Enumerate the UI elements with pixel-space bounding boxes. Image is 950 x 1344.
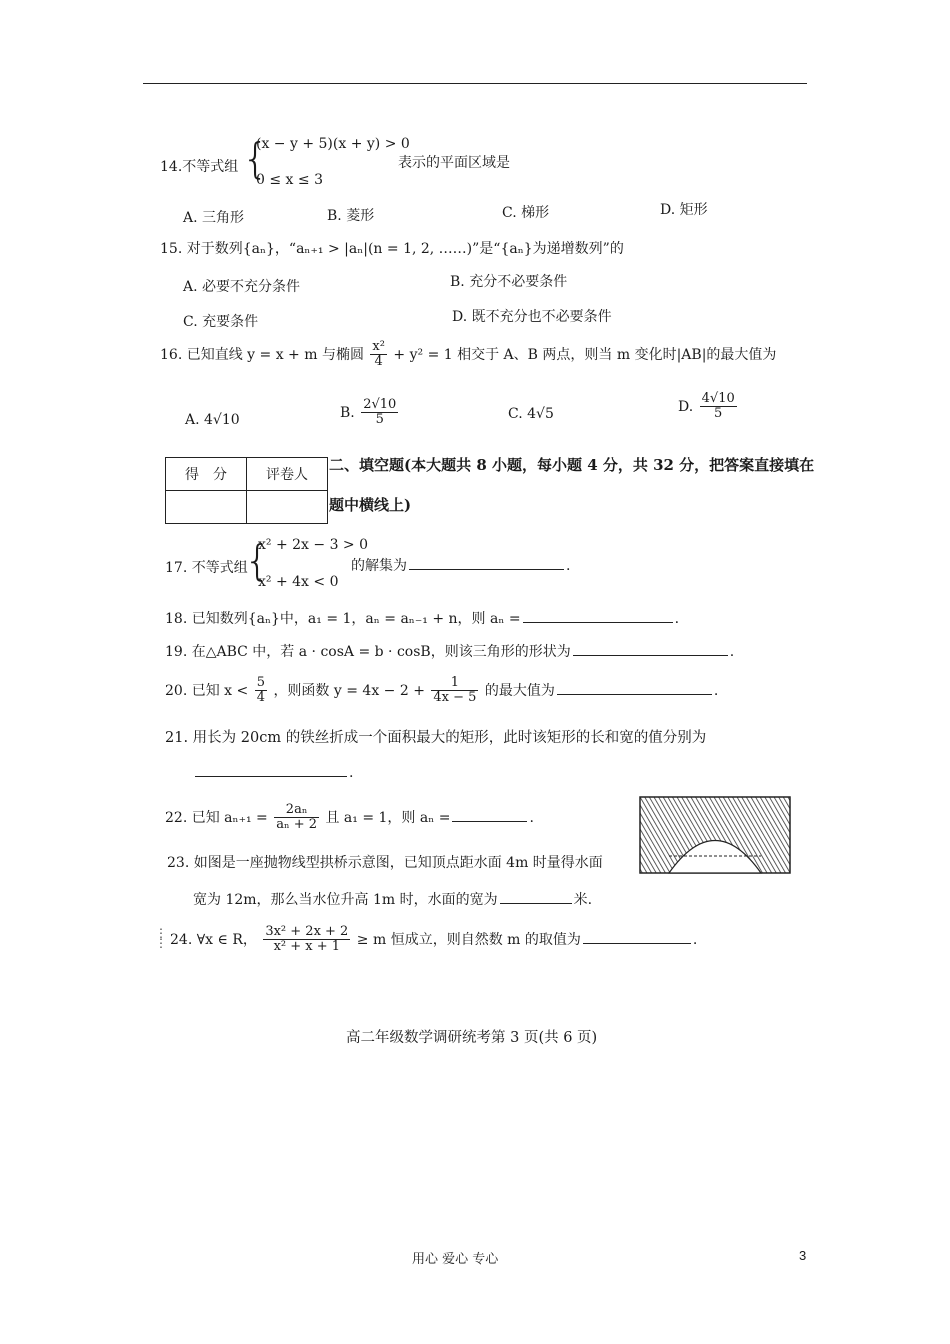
q14-option-c: C. 梯形 [502, 205, 550, 221]
q22-fraction-den: aₙ + 2 [276, 817, 318, 833]
score-cell[interactable] [166, 491, 247, 524]
q16-option-b-num: 2√10 [363, 397, 397, 412]
q21-answer-blank[interactable] [195, 775, 347, 777]
q20-end: . [713, 682, 719, 699]
score-header: 得 分 [166, 458, 247, 491]
q15-option-d: D. 既不充分也不必要条件 [452, 309, 612, 325]
q16-option-d-den: 5 [714, 406, 723, 422]
q20-fraction2 [431, 676, 478, 706]
q21-text: 21. 用长为 20cm 的铁丝折成一个面积最大的矩形，此时该矩形的长和宽的值分别为 [165, 730, 707, 746]
q24-tail: ≥ m 恒成立，则自然数 m 的取值为 [356, 931, 581, 948]
q23-line1: 23. 如图是一座抛物线型拱桥示意图，已知顶点距水面 4m 时量得水面 [167, 855, 603, 871]
q14-option-a: A. 三角形 [183, 210, 245, 226]
q14-tail: 表示的平面区域是 [398, 155, 510, 171]
q20-mid: ，则函数 y = 4x − 2 + [273, 682, 425, 699]
q24-answer-blank[interactable] [583, 942, 691, 944]
q16-suffix: + y² = 1 相交于 A、B 两点，则当 m 变化时|AB|的最大值为 [393, 346, 777, 363]
q18-text: 18. 已知数列{aₙ}中，a₁ = 1，aₙ = aₙ₋₁ + n，则 aₙ = [165, 611, 521, 627]
q17-stem: 17. 不等式组 [165, 560, 248, 576]
q22-answer-blank[interactable] [452, 820, 527, 822]
q20 [165, 676, 718, 706]
q16-stem [160, 340, 776, 370]
q18-end: . [674, 611, 680, 627]
q16-ellipse-num: x² [372, 339, 385, 354]
page-footer: 高二年级数学调研统考第 3 页(共 6 页) [346, 1030, 598, 1046]
q16-option-d-label: D. [678, 398, 694, 415]
q14-brace: { [242, 134, 269, 183]
q16-option-d-num: 4√10 [701, 391, 735, 406]
q16-ellipse-den: 4 [374, 354, 383, 370]
q20-fraction1 [255, 676, 267, 706]
q24-fraction-num: 3x² + 2x + 2 [265, 924, 349, 939]
q16-option-c: C. 4√5 [508, 406, 554, 422]
q20-answer-blank[interactable] [557, 693, 712, 695]
score-table [165, 457, 328, 524]
q16-option-b-den: 5 [375, 412, 384, 428]
q14-number [160, 156, 238, 176]
q23-answer-blank[interactable] [500, 902, 572, 904]
q24-prefix: 24. ∀x ∈ R， [170, 931, 257, 948]
q22-fraction-num: 2aₙ [274, 803, 319, 818]
q23-line2 [193, 889, 592, 909]
q18 [165, 608, 679, 628]
q17-tail-text: 的解集为 [351, 558, 407, 574]
q20-tail: 的最大值为 [484, 682, 555, 699]
q15-option-c: C. 充要条件 [183, 314, 259, 330]
q21-end: . [349, 765, 354, 781]
q20-prefix: 20. 已知 x < [165, 682, 249, 699]
q16-option-a: A. 4√10 [185, 412, 240, 428]
section2-heading-line1: 二、填空题(本大题共 8 小题，每小题 4 分，共 32 分，把答案直接填在 [329, 456, 815, 474]
q15-option-a: A. 必要不充分条件 [183, 279, 301, 295]
q20-fraction1-num: 5 [256, 675, 265, 690]
q22 [165, 803, 534, 833]
q14-line2: 0 ≤ x ≤ 3 [256, 172, 323, 188]
bottom-slogan: 用心 爱心 专心 [412, 1252, 499, 1267]
q23-unit: 米. [573, 892, 593, 908]
arch-bridge-figure [639, 796, 791, 878]
q16-option-d [678, 392, 739, 422]
q22-end: . [529, 809, 534, 826]
margin-dots: ⋮ ⋮ [155, 926, 167, 950]
q16-option-b-label: B. [340, 404, 355, 421]
section2-heading-line2: 题中横线上) [329, 496, 412, 514]
q23-line2-text: 宽为 12m，那么当水位升高 1m 时，水面的宽为 [193, 892, 498, 908]
q14-num-text: 14. [160, 159, 183, 175]
q21-answer-line [193, 765, 353, 781]
q17-line1: x² + 2x − 3 > 0 [258, 537, 369, 553]
q16-prefix: 16. 已知直线 y = x + m 与椭圆 [160, 346, 364, 363]
q20-fraction2-den: 4x − 5 [433, 690, 477, 706]
q24-fraction-den: x² + x + 1 [273, 939, 341, 955]
q16-option-b-fraction [361, 398, 398, 428]
q16-ellipse-fraction [370, 340, 387, 370]
q19-end: . [729, 644, 735, 660]
q14-stem: 不等式组 [182, 159, 239, 175]
page-number: 3 [799, 1248, 807, 1263]
q24 [170, 925, 697, 955]
q22-prefix: 22. 已知 aₙ₊₁ = [165, 809, 268, 826]
arch-bridge-svg [639, 796, 791, 874]
grader-header: 评卷人 [247, 458, 328, 491]
q18-answer-blank[interactable] [523, 621, 673, 623]
header-rule [143, 83, 807, 84]
grader-cell[interactable] [247, 491, 328, 524]
q20-fraction1-den: 4 [256, 690, 265, 706]
q22-fraction [274, 803, 319, 833]
q16-option-b [340, 398, 400, 428]
q15-text: 15. 对于数列{aₙ}，“aₙ₊₁ > |aₙ|(n = 1, 2, ……)”是“{aₙ}为递增数列”的 [160, 241, 624, 257]
q14-option-b: B. 菱形 [327, 208, 375, 224]
q19-text: 19. 在△ABC 中，若 a · cosA = b · cosB，则该三角形的形状为 [165, 644, 571, 660]
q17-line2: x² + 4x < 0 [258, 574, 339, 590]
q16-option-d-fraction [700, 392, 737, 422]
q22-mid: 且 a₁ = 1，则 aₙ = [325, 809, 451, 826]
q17-brace: { [244, 536, 271, 585]
q17-tail [351, 555, 570, 575]
q20-fraction2-num: 1 [431, 676, 478, 691]
q15-option-b: B. 充分不必要条件 [450, 274, 568, 290]
q24-end: . [692, 931, 698, 948]
q17-answer-blank[interactable] [409, 568, 564, 570]
q24-fraction [263, 925, 350, 955]
q19-answer-blank[interactable] [573, 654, 728, 656]
q17-end: . [566, 558, 571, 574]
q14-option-d: D. 矩形 [660, 202, 708, 218]
q19 [165, 641, 734, 661]
q14-line1: (x − y + 5)(x + y) > 0 [256, 136, 410, 152]
